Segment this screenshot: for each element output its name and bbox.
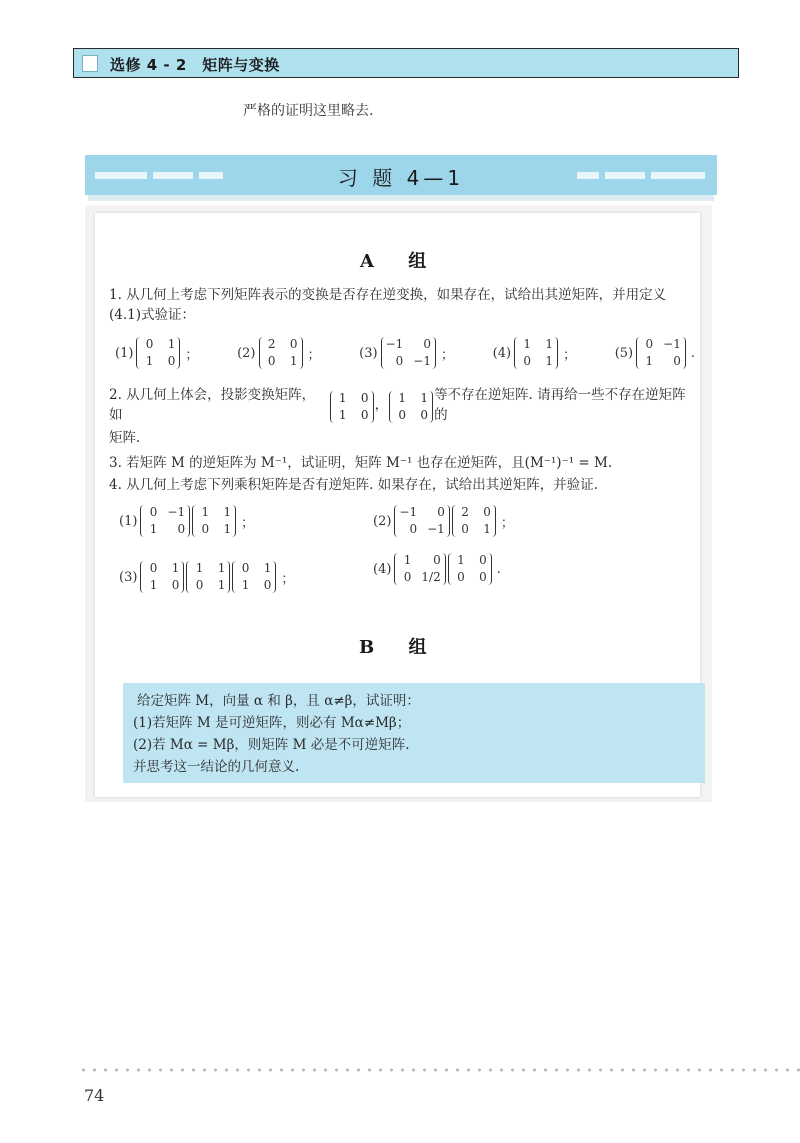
matrix-entry: 0 (398, 407, 407, 422)
item-punct: ； (241, 515, 255, 531)
matrix-entry: 0 (167, 354, 176, 368)
matrix-entry: 1 (223, 522, 232, 536)
header-shadow (88, 195, 714, 201)
question-1-line-2: (4.1)式验证： (109, 307, 196, 323)
matrix (186, 561, 230, 593)
question-2-separator: ， (374, 397, 389, 413)
group-b-line: 并思考这一结论的几何意义. (133, 759, 300, 775)
matrix-entry: 1 (149, 578, 158, 592)
group-b-line: 给定矩阵 M，向量 α 和 β，且 α≠β，试证明： (137, 693, 420, 709)
item-punct: ； (563, 347, 577, 363)
question-2-text-after: 等不存在逆矩阵. 请再给一些不存在逆矩阵的 (434, 387, 686, 423)
matrix-entry: −1 (413, 354, 431, 368)
matrix-entry: 0 (409, 522, 418, 536)
matrix-entry: 0 (145, 337, 154, 351)
matrix-entry: −1 (399, 505, 418, 519)
group-b-title: B 组 (359, 637, 441, 658)
matrix-entry: 1 (457, 553, 465, 567)
question-3: 3. 若矩阵 M 的逆矩阵为 M⁻¹，试证明，矩阵 M⁻¹ 也存在逆矩阵，且(M⁻¹)⁻¹ = M. (109, 455, 613, 471)
matrix-entry: 0 (479, 553, 487, 567)
matrix (259, 337, 303, 369)
matrix-entry: 1 (403, 553, 412, 567)
question-1 (109, 285, 699, 325)
matrix-entry: 0 (241, 561, 250, 575)
matrix-entry: 1/2 (421, 570, 441, 584)
matrix-entry: 2 (461, 505, 469, 519)
item-punct: . (690, 345, 695, 361)
group-b-line: (1)若矩阵 M 是可逆矩阵，则必有 Mα≠Mβ； (133, 715, 411, 731)
exercise-content (95, 213, 700, 797)
matrix-entry: 0 (360, 390, 369, 405)
matrix-entry: −1 (663, 337, 681, 351)
matrix-entry: 1 (398, 390, 407, 405)
matrix-entry: −1 (427, 522, 445, 536)
matrix-entry: 0 (483, 505, 491, 519)
question-1-matrices (115, 337, 695, 369)
exercise-header (85, 155, 717, 195)
matrix-entry: 1 (241, 578, 250, 592)
matrix-entry: 0 (673, 354, 681, 368)
matrix-entry: 0 (523, 354, 532, 368)
matrix-entry: 1 (523, 337, 532, 351)
item-punct: . (496, 561, 501, 577)
matrix-entry: 1 (223, 505, 232, 519)
item-label: (4) (373, 561, 392, 577)
matrix-entry: 1 (545, 337, 554, 351)
matrix (136, 337, 180, 369)
chapter-header (73, 48, 739, 78)
matrix (636, 337, 686, 369)
question-4-item-3 (119, 561, 294, 593)
matrix-item (237, 337, 320, 369)
item-label: (4) (492, 345, 512, 361)
matrix-entry: 0 (289, 337, 298, 351)
matrix-entry: 1 (289, 354, 298, 368)
exercise-box (85, 205, 712, 802)
question-4-item-2 (373, 505, 514, 537)
item-punct: ； (281, 571, 295, 587)
question-4: 4. 从几何上考虑下列乘积矩阵是否有逆矩阵. 如果存在，试给出其逆矩阵，并验证. (109, 477, 599, 493)
matrix-item (493, 337, 576, 369)
matrix-entry: 0 (395, 354, 404, 368)
matrix (389, 391, 433, 423)
matrix-entry: 1 (645, 354, 654, 368)
matrix-entry: 1 (338, 407, 347, 422)
header-square-icon (82, 55, 98, 72)
matrix-entry: 0 (263, 578, 272, 592)
page-number: 74 (84, 1086, 105, 1105)
matrix-entry: 0 (461, 522, 469, 536)
matrix-entry: 0 (149, 561, 158, 575)
matrix-item (615, 337, 695, 369)
matrix-entry: −1 (167, 505, 186, 519)
intro-text: 严格的证明这里略去. (243, 103, 374, 119)
matrix (330, 391, 374, 423)
item-label: (1) (119, 513, 138, 529)
group-b-box (123, 683, 705, 783)
matrix-entry: 0 (420, 407, 429, 422)
matrix-entry: 0 (149, 505, 158, 519)
chapter-title: 选修 4 - 2 矩阵与变换 (110, 56, 280, 74)
exercise-title: 习 题 4—1 (337, 166, 465, 190)
matrix-item (359, 337, 454, 369)
matrix-entry: 0 (433, 553, 441, 567)
group-b-line: (2)若 Mα = Mβ，则矩阵 M 必是不可逆矩阵. (133, 737, 410, 753)
matrix-entry: 0 (423, 337, 431, 351)
matrix-entry: 1 (420, 390, 429, 405)
item-label: (1) (115, 345, 134, 361)
matrix-entry: 1 (217, 561, 226, 575)
item-punct: ； (500, 515, 514, 531)
question-2 (109, 385, 699, 425)
question-2-text: 2. 从几何上体会，投影变换矩阵，如 (109, 387, 316, 423)
question-2-line-2: 矩阵. (109, 430, 141, 446)
matrix-entry: 0 (267, 354, 276, 368)
matrix-entry: 0 (457, 570, 465, 584)
matrix-entry: 1 (145, 354, 154, 368)
matrix-entry: 1 (217, 578, 226, 592)
matrix-entry: 1 (171, 561, 180, 575)
matrix-item (115, 337, 198, 369)
matrix-entry: 1 (201, 505, 210, 519)
question-1-line-1: 1. 从几何上考虑下列矩阵表示的变换是否存在逆变换，如果存在，试给出其逆矩阵，并用定义 (109, 287, 667, 303)
matrix-entry: 1 (483, 522, 491, 536)
footer-dotted-rule (78, 1068, 800, 1072)
matrix (448, 553, 492, 585)
item-label: (3) (119, 569, 138, 585)
matrix-entry: 0 (437, 505, 445, 519)
item-punct: ； (185, 347, 199, 363)
matrix (140, 561, 184, 593)
matrix-entry: −1 (385, 337, 404, 351)
matrix-entry: 0 (360, 407, 369, 422)
item-label: (3) (359, 345, 378, 361)
question-4-item-1 (119, 505, 254, 537)
group-a-title: A 组 (360, 251, 441, 272)
question-2-matrix-2 (388, 388, 434, 423)
matrix-entry: 1 (263, 561, 272, 575)
question-2-matrix-1 (329, 388, 375, 423)
matrix (140, 505, 190, 537)
matrix-entry: 0 (201, 522, 210, 536)
item-label: (2) (373, 513, 392, 529)
matrix (514, 337, 558, 369)
matrix-entry: 0 (177, 522, 186, 536)
matrix (394, 505, 449, 537)
matrix-entry: 2 (267, 337, 276, 351)
matrix-entry: 1 (195, 561, 204, 575)
matrix-entry: 0 (645, 337, 654, 351)
item-label: (2) (237, 345, 256, 361)
matrix (232, 561, 276, 593)
matrix (381, 337, 436, 369)
matrix (192, 505, 236, 537)
matrix (452, 505, 496, 537)
matrix-entry: 0 (403, 570, 412, 584)
matrix-entry: 1 (545, 354, 554, 368)
matrix-entry: 0 (171, 578, 180, 592)
item-label: (5) (614, 345, 634, 361)
matrix-entry: 1 (149, 522, 158, 536)
question-4-item-4 (373, 553, 501, 585)
matrix-entry: 0 (195, 578, 204, 592)
matrix-entry: 1 (338, 390, 347, 405)
matrix-entry: 0 (479, 570, 487, 584)
matrix-entry: 1 (167, 337, 176, 351)
matrix (394, 553, 445, 585)
item-punct: ； (440, 347, 454, 363)
item-punct: ； (307, 347, 321, 363)
